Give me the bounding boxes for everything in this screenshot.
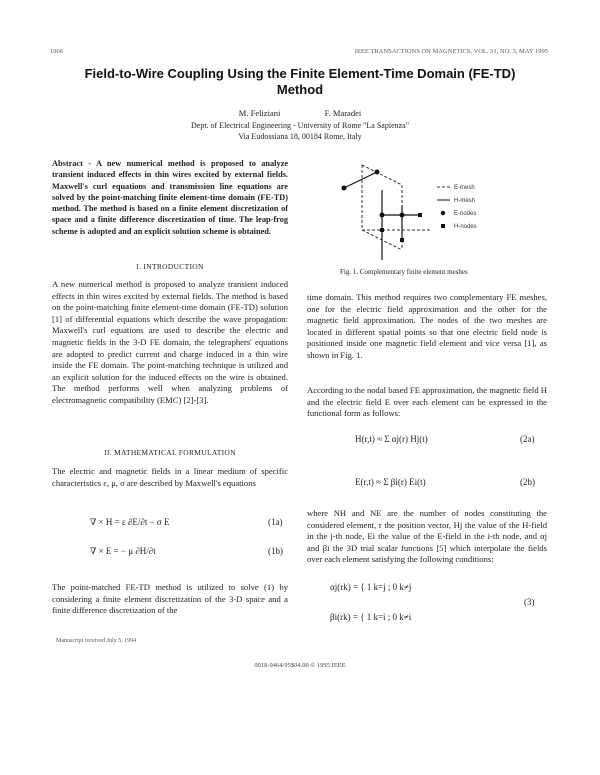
paper-title: [0, 66, 600, 98]
section-heading-math: II. MATHEMATICAL FORMULATION: [104, 448, 236, 457]
e-mesh-lines: [362, 165, 432, 250]
figure-caption: Fig. 1. Complementary finite element meshes: [340, 268, 468, 276]
equation-1a: ∇ × H = ε ∂E/∂t − σ E: [90, 517, 170, 527]
title-line-1: Field-to-Wire Coupling Using the Finite Element-Time Domain (FE-TD): [84, 66, 516, 81]
math-text: The electric and magnetic fields in a linear medium of specific characteristics ε, μ, σ are described by Maxwell's equations: [52, 466, 288, 488]
e-node-markers: [342, 170, 405, 218]
legend-e-nodes: E-nodes: [454, 211, 477, 217]
equation-1b: ∇ × E = − μ ∂H/∂t: [90, 546, 156, 556]
affiliation-line-2: Via Eudossiana 18, 00184 Rome, Italy: [238, 132, 362, 141]
figure-complementary-meshes: [322, 160, 552, 270]
abstract: Abstract - A new numerical method is proposed to analyze transient induced effects in thin wires excited by external fields. Maxwell's curl equations and transmission line equations are solved by the point-matching finite element-time domain (FE-TD) method. The method is based on a finite element discretization of space and a finite difference discretization of time. The leap-frog scheme is adopted and an explicit solution scheme is obtained.: [52, 159, 288, 236]
legend-h-mesh: H-mesh: [454, 198, 476, 204]
equation-2b: E(r,t) ≈ Σ βi(r) Ei(t): [355, 477, 426, 487]
legend-e-mesh: E-mesh: [454, 185, 475, 191]
right-text-2: According to the nodal based FE approximation, the magnetic field H and the electric field E over each element can be expressed in the functional form as follows:: [307, 385, 547, 419]
authors: [0, 108, 600, 118]
title-line-2: Method: [276, 82, 324, 97]
equation-2b-number: (2b): [520, 477, 535, 487]
introduction-text: A new numerical method is proposed to analyze transient induced effects in thin wires excited by external fields. The method is based on the point-matching finite element-time domain (FE-TD) solution [1] of differential equations which describe the wave propagation: Maxwell's curl equations are used to describe the electric and magnetic fields in the 3-D FE domain, the telegraphers' equations are adopted to predict current and charge induced in a thin wire inside the FE domain. The point-matching technique is utilized and an explicit solution for the induced effects on the wire is obtained. The method performs well when analyzing problems of electromagnetic compatibility (EMC) [2]-[3].: [52, 279, 288, 405]
author-2: F. Maradei: [324, 108, 362, 118]
copyright-footer: 0018-9464/95$04.00 © 1995 IEEE: [254, 662, 346, 669]
h-node-markers: [380, 213, 422, 242]
page-number: 1966: [50, 48, 63, 55]
section-heading-introduction: I. INTRODUCTION: [136, 262, 204, 271]
equation-2a-number: (2a): [520, 434, 535, 444]
journal-header: IEEE TRANSACTIONS ON MAGNETICS, VOL. 31, NO. 3, MAY 1995: [354, 48, 548, 55]
figure-legend: [437, 185, 477, 230]
equation-1b-number: (1b): [268, 546, 283, 556]
equation-3b: βi(rk) = { 1 k=i ; 0 k≠i: [330, 612, 412, 622]
equation-1a-number: (1a): [268, 517, 283, 527]
footnote: Manuscript received July 5, 1994: [56, 638, 137, 644]
legend-h-nodes: H-nodes: [454, 224, 477, 230]
equation-3a: αj(rk) = { 1 k=j ; 0 k≠j: [330, 582, 412, 592]
equation-3-number: (3): [524, 597, 535, 607]
point-matched-text: The point-matched FE-TD method is utilized to solve (1) by considering a finite element discretization of the 3-D space and a finite difference discretization of the: [52, 582, 288, 616]
author-1: M. Feliziani: [238, 108, 281, 118]
right-text-3: where NH and NE are the number of nodes constituting the considered element, r the position vector, Hj the value of the H-field in the j-th node, Ei the value of the E-field in the i-th node, and αj and βi the 3D trial scalar functions [5] which interpolate the fields over each element satisfying the following conditions:: [307, 508, 547, 565]
equation-2a: H(r,t) ≈ Σ αj(r) Hj(t): [355, 434, 428, 444]
right-text-1: time domain. This method requires two complementary FE meshes, one for the electric field approximation and the other for the magnetic field approximation. The nodes of the two meshes are located in different spatial points so that one electric field node is positioned inside one magnetic field element and vice versa [1], as shown in Fig. 1.: [307, 292, 547, 360]
affiliation-line-1: Dept. of Electrical Engineering - University of Rome "La Sapienza": [190, 121, 409, 130]
